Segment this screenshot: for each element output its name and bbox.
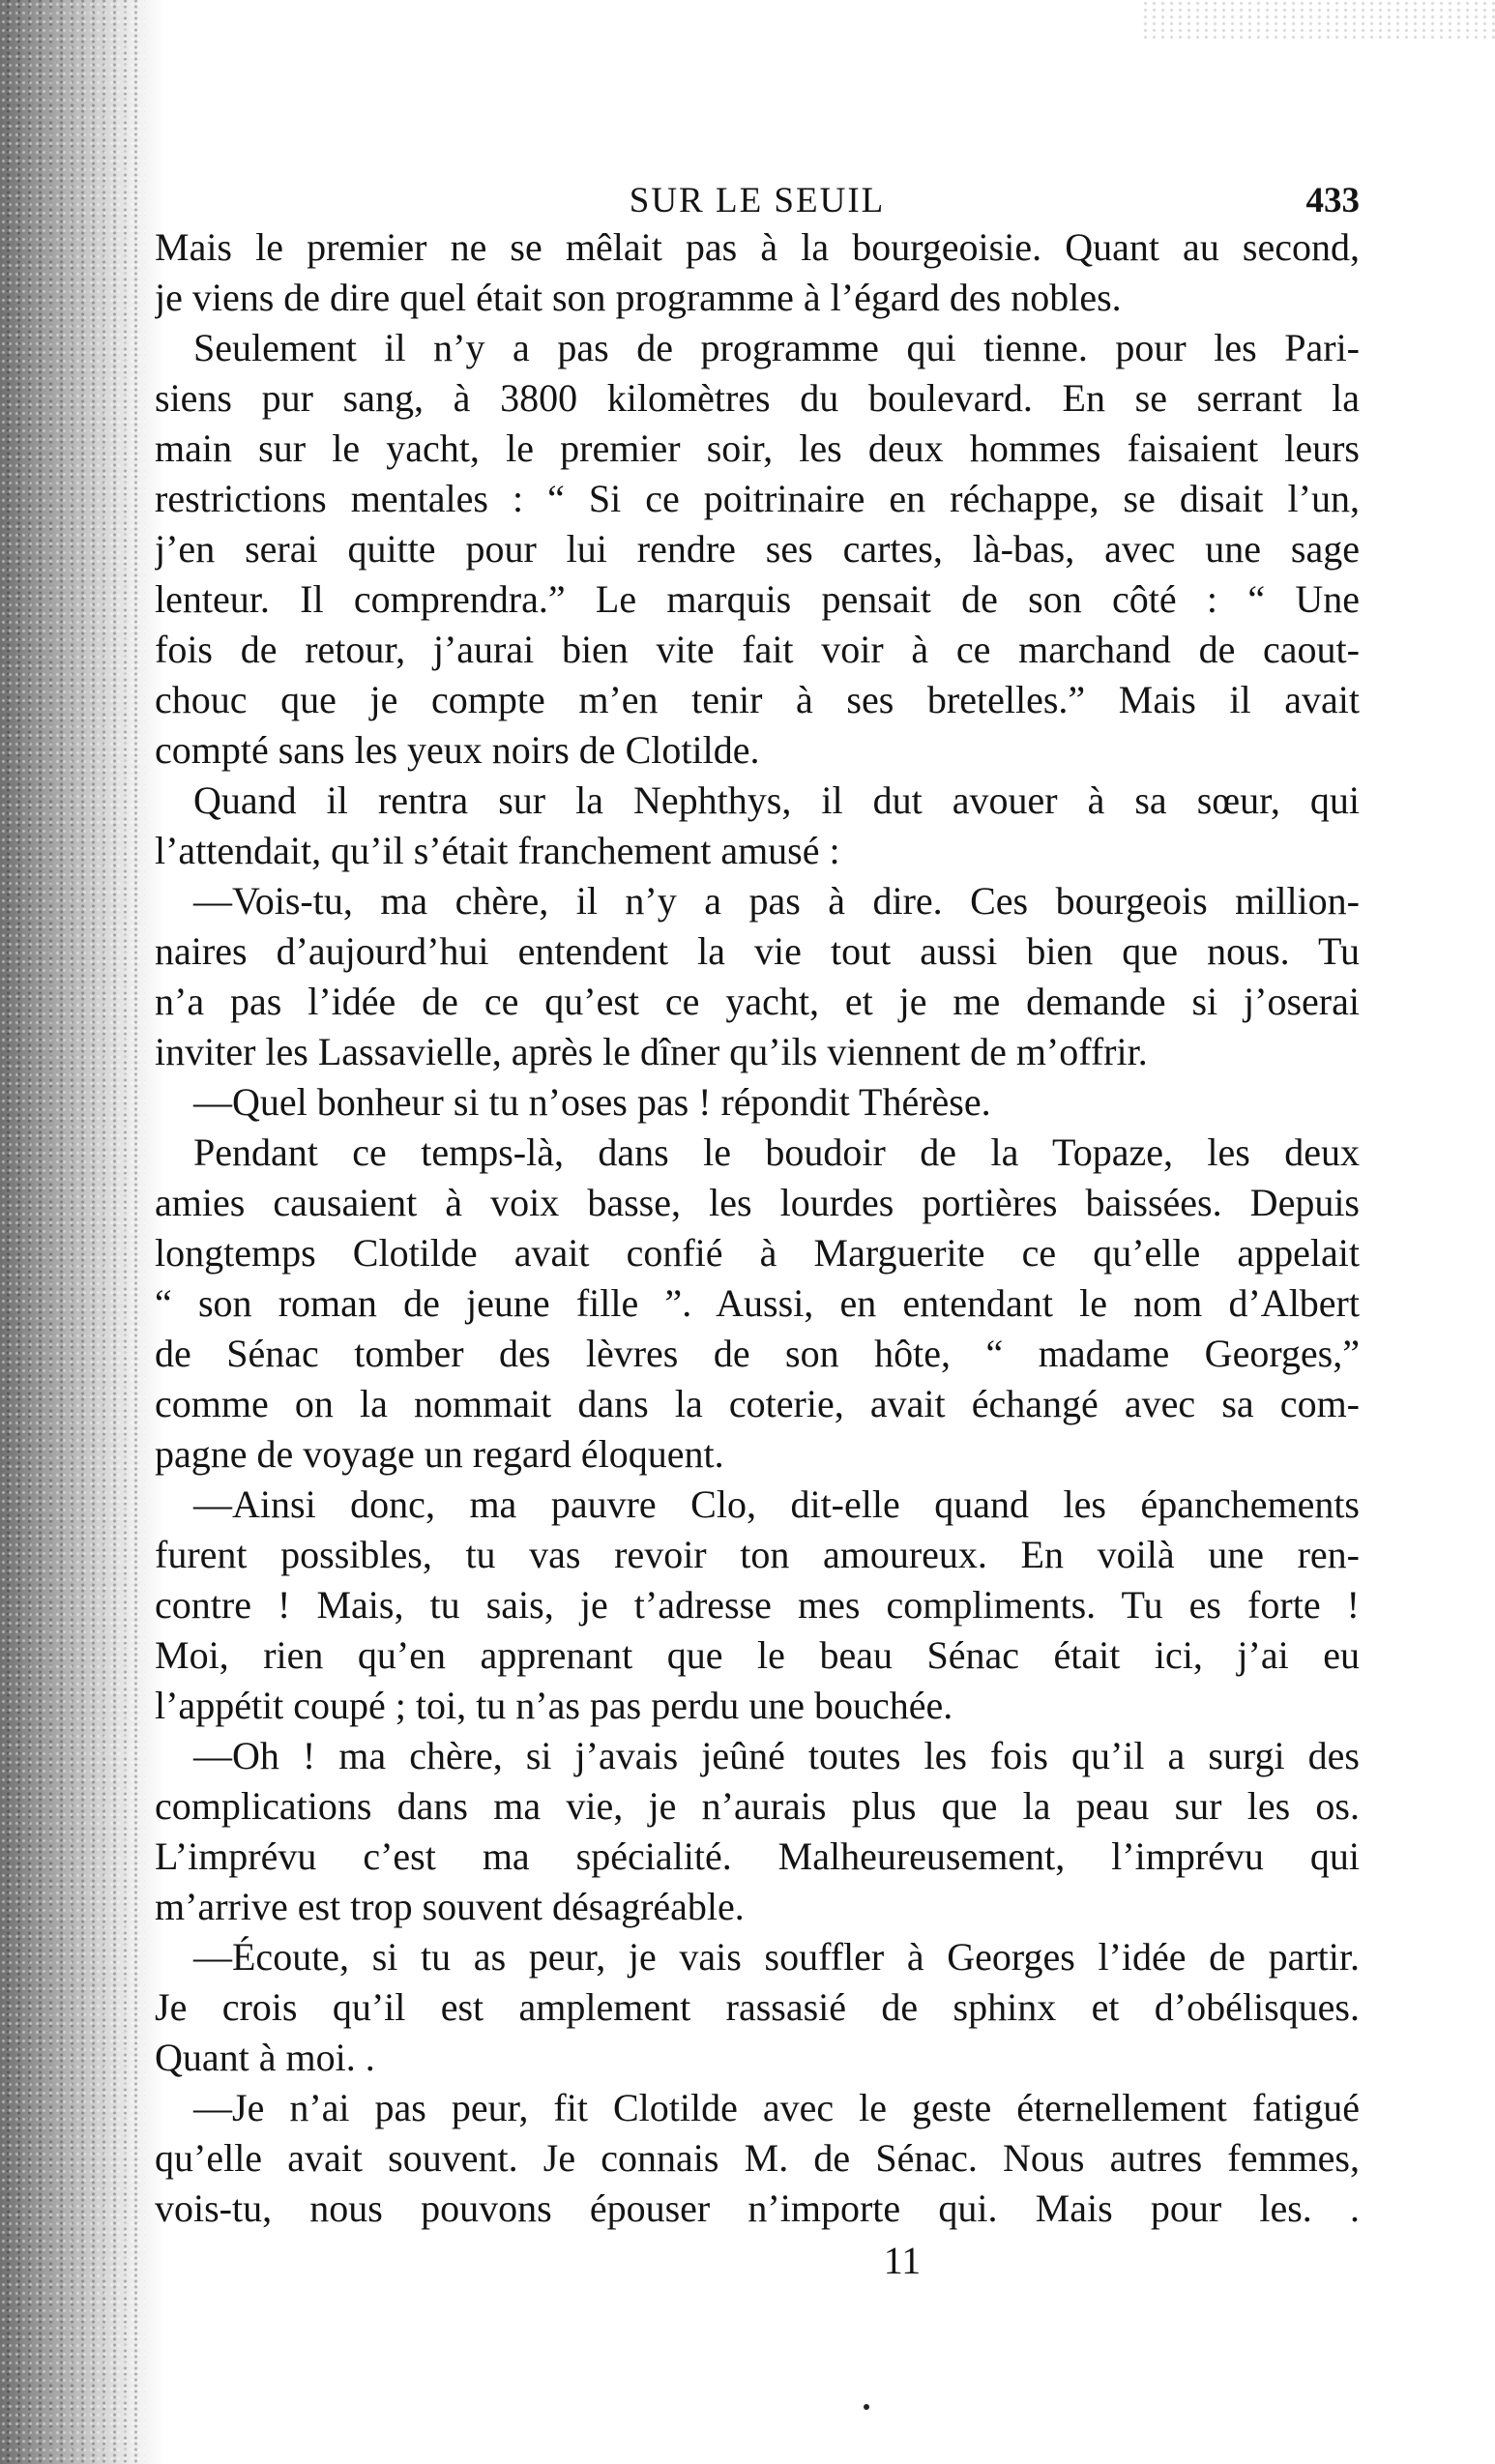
- running-title: SUR LE SEUIL: [629, 181, 886, 220]
- text-line: main sur le yacht, le premier soir, les deux hommes faisaient leurs: [155, 426, 1360, 470]
- text-line: contre ! Mais, tu sais, je t’adresse mes compliments. Tu es forte !: [155, 1583, 1360, 1627]
- text-line: l’attendait, qu’il s’était franchement amusé :: [155, 829, 840, 872]
- text-line: —Vois-tu, ma chère, il n’y a pas à dire. Ces bourgeois million-: [193, 879, 1360, 923]
- text-line: je viens de dire quel était son programme à l’égard des nobles.: [155, 276, 1122, 319]
- text-line: Je crois qu’il est amplement rassasié de sphinx et d’obélisques.: [155, 1985, 1360, 2029]
- text-line: qu’elle avait souvent. Je connais M. de Sénac. Nous autres femmes,: [155, 2136, 1360, 2180]
- text-line: chouc que je compte m’en tenir à ses bretelles.” Mais il avait: [155, 678, 1360, 721]
- text-line: compté sans les yeux noirs de Clotilde.: [155, 728, 760, 772]
- text-line: complications dans ma vie, je n’aurais plus que la peau sur les os.: [155, 1784, 1360, 1828]
- text-line: j’en serai quitte pour lui rendre ses cartes, là-bas, avec une sage: [155, 527, 1360, 571]
- text-line: restrictions mentales : “ Si ce poitrinaire en réchappe, se disait l’un,: [155, 477, 1360, 520]
- ink-speck: [864, 2404, 869, 2410]
- text-line: fois de retour, j’aurai bien vite fait voir à ce marchand de caout-: [155, 628, 1360, 671]
- text-line: n’a pas l’idée de ce qu’est ce yacht, et je me demande si j’oserai: [155, 980, 1360, 1023]
- text-line: —Je n’ai pas peur, fit Clotilde avec le geste éternellement fatigué: [193, 2086, 1360, 2129]
- text-line: de Sénac tomber des lèvres de son hôte, “ madame Georges,”: [155, 1332, 1360, 1375]
- text-line: comme on la nommait dans la coterie, avait échangé avec sa com-: [155, 1382, 1360, 1425]
- page-number: 433: [1305, 181, 1360, 220]
- body-text: [155, 222, 1360, 2234]
- signature-mark: 11: [883, 2239, 922, 2282]
- text-line: Mais le premier ne se mêlait pas à la bourgeoisie. Quant au second,: [155, 225, 1360, 269]
- text-line: siens pur sang, à 3800 kilomètres du boulevard. En se serrant la: [155, 376, 1360, 420]
- text-line: Pendant ce temps-là, dans le boudoir de la Topaze, les deux: [193, 1130, 1360, 1174]
- text-line: vois-tu, nous pouvons épouser n’importe qui. Mais pour les. .: [155, 2186, 1360, 2230]
- page-header: [155, 164, 1360, 222]
- text-line: pagne de voyage un regard éloquent.: [155, 1432, 724, 1476]
- text-line: —Quel bonheur si tu n’oses pas ! répondit Thérèse.: [193, 1080, 991, 1124]
- text-line: Seulement il n’y a pas de programme qui tienne. pour les Pari-: [193, 326, 1360, 369]
- text-line: longtemps Clotilde avait confié à Marguerite ce qu’elle appelait: [155, 1231, 1360, 1275]
- text-line: l’appétit coupé ; toi, tu n’as pas perdu une bouchée.: [155, 1684, 953, 1727]
- text-line: naires d’aujourd’hui entendent la vie tout aussi bien que nous. Tu: [155, 929, 1360, 973]
- text-line: Quant à moi. .: [155, 2036, 375, 2079]
- text-line: L’imprévu c’est ma spécialité. Malheureusement, l’imprévu qui: [155, 1834, 1360, 1878]
- book-page: [155, 164, 1360, 2283]
- text-line: “ son roman de jeune fille ”. Aussi, en entendant le nom d’Albert: [155, 1281, 1360, 1325]
- scan-noise: [0, 0, 145, 2464]
- text-line: —Écoute, si tu as peur, je vais souffler à Georges l’idée de partir.: [193, 1935, 1360, 1979]
- text-line: inviter les Lassavielle, après le dîner qu’ils viennent de m’offrir.: [155, 1030, 1148, 1073]
- text-line: Quand il rentra sur la Nephthys, il dut avouer à sa sœur, qui: [193, 778, 1360, 822]
- text-line: m’arrive est trop souvent désagréable.: [155, 1885, 745, 1928]
- text-line: —Oh ! ma chère, si j’avais jeûné toutes les fois qu’il a surgi des: [193, 1734, 1360, 1777]
- text-line: amies causaient à voix basse, les lourdes portières baissées. Depuis: [155, 1181, 1360, 1224]
- text-line: —Ainsi donc, ma pauvre Clo, dit-elle quand les épanchements: [193, 1482, 1360, 1526]
- text-line: furent possibles, tu vas revoir ton amoureux. En voilà une ren-: [155, 1533, 1360, 1576]
- scan-noise-top: [1141, 0, 1495, 39]
- text-line: Moi, rien qu’en apprenant que le beau Sénac était ici, j’ai eu: [155, 1633, 1360, 1677]
- text-line: lenteur. Il comprendra.” Le marquis pensait de son côté : “ Une: [155, 577, 1360, 621]
